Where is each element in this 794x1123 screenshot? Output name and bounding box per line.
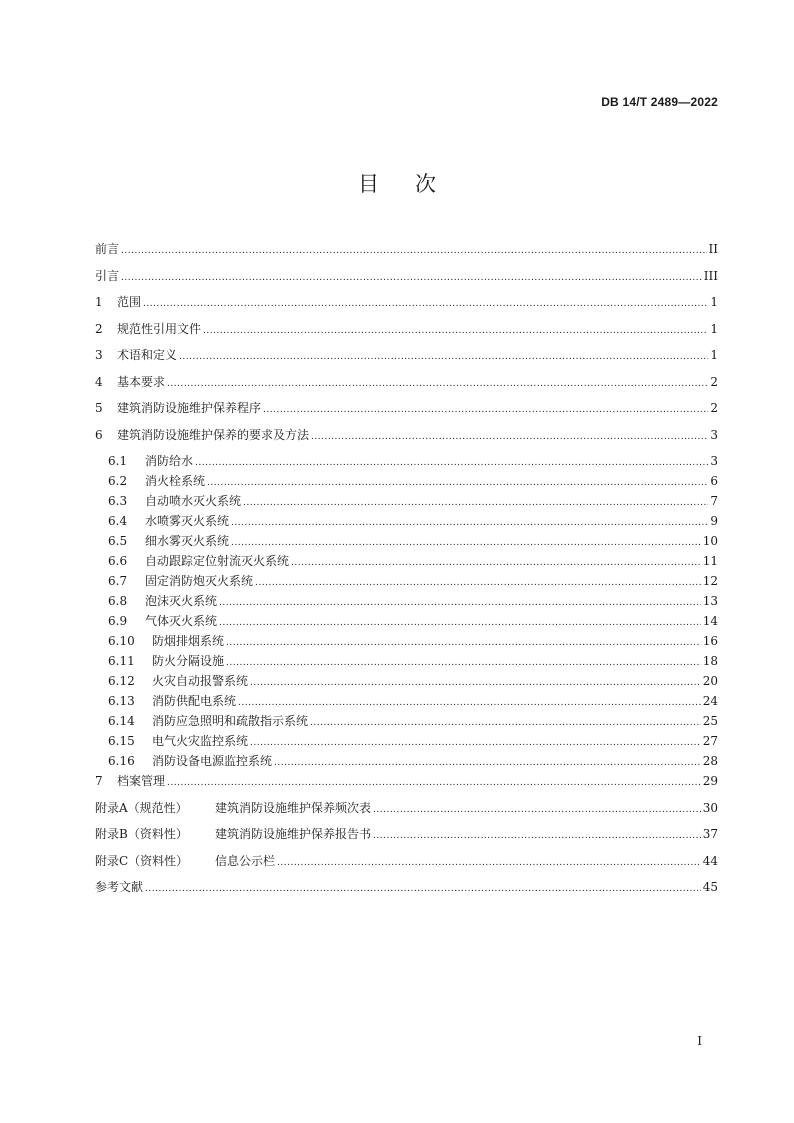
toc-entry-page: 18 (702, 654, 718, 668)
toc-leader-dots (167, 774, 701, 788)
toc-leader-dots (226, 634, 701, 648)
toc-entry[interactable] (95, 512, 718, 532)
toc-entry-label: 建筑消防设施维护保养频次表 (215, 800, 372, 815)
toc-entry-page: 2 (710, 401, 718, 415)
toc-entry[interactable] (95, 752, 718, 772)
toc-entry-page: 45 (702, 880, 718, 894)
toc-entry-page: 16 (702, 634, 718, 648)
toc-entry-page: III (703, 268, 718, 283)
toc-entry-number: 附录B（资料性） (95, 827, 188, 841)
toc-entry-label: 自动喷水灭火系统 (145, 494, 242, 508)
toc-leader-dots (250, 674, 701, 688)
toc-entry[interactable] (95, 373, 718, 400)
toc-entry[interactable] (95, 426, 718, 453)
toc-entry-page: 29 (702, 774, 718, 788)
toc-entry-label: 参考文献 (95, 880, 144, 894)
toc-entry-label: 电气火灾监控系统 (152, 734, 249, 748)
toc-entry[interactable] (95, 572, 718, 592)
toc-entry-label: 消防给水 (145, 454, 194, 468)
toc-entry-page: 3 (710, 454, 718, 468)
toc-entry-number: 1 (95, 295, 103, 309)
toc-entry-page: 30 (702, 800, 718, 815)
toc-entry-page: 10 (702, 534, 718, 548)
toc-entry-number: 3 (95, 348, 103, 362)
toc-entry-page: 6 (710, 474, 718, 488)
toc-entry-page: 2 (710, 374, 718, 389)
toc-entry-page: 44 (702, 853, 718, 868)
toc-entry-page: 12 (702, 574, 718, 588)
toc-entry-number: 6.12 (108, 674, 135, 688)
toc-entry-number: 6.8 (108, 594, 128, 608)
toc-entry-page: 28 (702, 754, 718, 768)
toc-entry-page: 9 (710, 514, 718, 528)
toc-entry-page: 3 (710, 427, 718, 442)
toc-leader-dots (263, 401, 708, 415)
toc-entry[interactable] (95, 552, 718, 572)
toc-entry-label: 气体灭火系统 (145, 614, 218, 628)
toc-entry-label: 建筑消防设施维护保养的要求及方法 (117, 427, 310, 442)
toc-entry-page: 11 (702, 554, 718, 568)
toc-entry-number: 附录C（资料性） (95, 853, 189, 868)
page-number: I (697, 1034, 702, 1048)
toc-entry[interactable] (95, 799, 718, 826)
toc-entry-label: 建筑消防设施维护保养报告书 (215, 827, 372, 841)
toc-entry-label: 消防设备电源监控系统 (152, 754, 273, 768)
toc-leader-dots (231, 534, 701, 548)
toc-entry-page: 1 (710, 348, 718, 362)
toc-leader-dots (373, 801, 701, 815)
toc-leader-dots (311, 428, 708, 442)
toc-entry-page: 7 (710, 494, 718, 508)
toc-entry[interactable] (95, 672, 718, 692)
toc-entry-label: 规范性引用文件 (117, 321, 202, 336)
toc-entry[interactable] (95, 472, 718, 492)
toc-entry[interactable] (95, 293, 718, 320)
toc-entry-number: 7 (95, 774, 103, 788)
toc-leader-dots (179, 348, 708, 362)
toc-entry[interactable] (95, 532, 718, 552)
toc-entry[interactable] (95, 712, 718, 732)
toc-leader-dots (238, 694, 701, 708)
document-id: DB 14/T 2489—2022 (601, 95, 718, 109)
toc-leader-dots (231, 514, 708, 528)
toc-entry-page: 25 (702, 714, 718, 728)
toc-entry-page: 37 (702, 827, 718, 841)
toc-leader-dots (203, 322, 708, 336)
toc-entry-label: 固定消防炮灭火系统 (145, 574, 254, 588)
table-of-contents (95, 240, 718, 905)
toc-entry-number: 附录A（规范性） (95, 800, 188, 815)
toc-entry-page: II (708, 242, 718, 256)
page-title: 目次 (358, 172, 472, 196)
toc-entry[interactable] (95, 652, 718, 672)
toc-leader-dots (121, 242, 707, 256)
toc-entry-number: 4 (95, 374, 103, 389)
toc-entry-label: 术语和定义 (117, 348, 178, 362)
toc-leader-dots (310, 714, 701, 728)
toc-entry-page: 1 (710, 321, 718, 336)
toc-entry-label: 细水雾灭火系统 (145, 534, 230, 548)
toc-entry[interactable] (95, 320, 718, 347)
toc-entry-label: 基本要求 (117, 374, 166, 389)
toc-entry-number: 6.15 (108, 734, 135, 748)
toc-leader-dots (207, 474, 708, 488)
toc-entry-label: 火灾自动报警系统 (152, 674, 249, 688)
toc-entry[interactable] (95, 852, 718, 879)
toc-leader-dots (219, 594, 701, 608)
toc-entry-page: 13 (702, 594, 718, 608)
toc-entry[interactable] (95, 825, 718, 852)
toc-leader-dots (373, 827, 701, 841)
toc-entry-label: 引言 (95, 268, 120, 283)
toc-entry-label: 信息公示栏 (215, 853, 276, 868)
toc-leader-dots (143, 295, 708, 309)
toc-leader-dots (277, 854, 701, 868)
toc-entry[interactable] (95, 592, 718, 612)
toc-entry-number: 6.2 (108, 474, 128, 488)
toc-entry-number: 6.14 (108, 714, 135, 728)
toc-entry-page: 24 (702, 694, 718, 708)
toc-entry-label: 消防供配电系统 (152, 694, 237, 708)
toc-entry-label: 防火分隔设施 (152, 654, 225, 668)
toc-entry-number: 6.1 (108, 454, 128, 468)
toc-entry-label: 消防应急照明和疏散指示系统 (152, 714, 309, 728)
toc-entry-number: 2 (95, 321, 103, 336)
toc-entry[interactable] (95, 692, 718, 712)
toc-entry-page: 20 (702, 674, 718, 688)
toc-entry-label: 水喷雾灭火系统 (145, 514, 230, 528)
toc-entry-number: 6.9 (108, 614, 128, 628)
toc-entry-page: 1 (710, 295, 718, 309)
toc-entry-label: 范围 (117, 295, 142, 309)
toc-entry[interactable] (95, 346, 718, 373)
toc-entry[interactable] (95, 492, 718, 512)
toc-entry-number: 6.11 (108, 654, 135, 668)
toc-leader-dots (250, 734, 701, 748)
toc-entry-label: 建筑消防设施维护保养程序 (117, 401, 262, 415)
toc-leader-dots (291, 554, 701, 568)
toc-entry-label: 档案管理 (117, 774, 166, 788)
toc-entry-number: 6.13 (108, 694, 135, 708)
toc-entry-number: 6.10 (108, 634, 135, 648)
toc-entry[interactable] (95, 772, 718, 799)
toc-leader-dots (243, 494, 708, 508)
toc-entry-number: 5 (95, 401, 103, 415)
toc-entry[interactable] (95, 240, 718, 267)
toc-entry[interactable] (95, 399, 718, 426)
toc-leader-dots (195, 454, 708, 468)
toc-leader-dots (145, 880, 701, 894)
toc-entry[interactable] (95, 732, 718, 752)
toc-leader-dots (255, 574, 701, 588)
toc-entry-page: 14 (702, 614, 718, 628)
toc-entry-page: 27 (702, 734, 718, 748)
toc-entry[interactable] (95, 632, 718, 652)
toc-leader-dots (274, 754, 701, 768)
toc-leader-dots (226, 654, 701, 668)
toc-entry-label: 泡沫灭火系统 (145, 594, 218, 608)
toc-entry[interactable] (95, 878, 718, 905)
toc-entry-number: 6.7 (108, 574, 128, 588)
toc-entry-label: 前言 (95, 242, 120, 256)
toc-entry[interactable] (95, 452, 718, 472)
toc-leader-dots (167, 375, 708, 389)
toc-entry-label: 自动跟踪定位射流灭火系统 (145, 554, 290, 568)
toc-leader-dots (219, 614, 701, 628)
toc-entry-label: 防烟排烟系统 (152, 634, 225, 648)
toc-entry-number: 6 (95, 427, 103, 442)
toc-leader-dots (121, 269, 702, 283)
toc-entry-number: 6.6 (108, 554, 128, 568)
toc-entry-number: 6.5 (108, 534, 128, 548)
toc-entry[interactable] (95, 267, 718, 294)
toc-entry-number: 6.4 (108, 514, 128, 528)
toc-entry-number: 6.16 (108, 754, 135, 768)
toc-entry-number: 6.3 (108, 494, 128, 508)
toc-entry[interactable] (95, 612, 718, 632)
toc-entry-label: 消火栓系统 (145, 474, 206, 488)
